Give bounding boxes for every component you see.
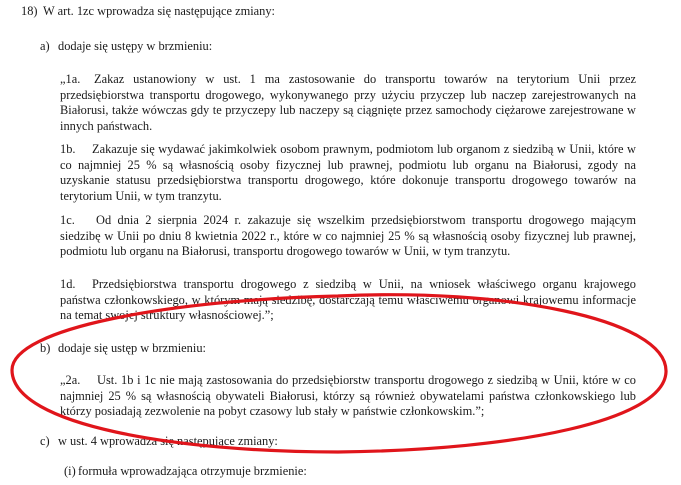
paragraph-1b-text: Zakazuje się wydawać jakimkolwiek osobom prawnym, podmiotom lub organom z siedzibą w Unii, które w co najmniej 25 % są własnością osoby fizycznej lub prawnej, podmiotu lub organu na Białorusi, zgody na uzyskanie statusu przedsiębiorstwa transportu drogowego, które dokonuje transportu drogowego towarów na terytorium Unii, w tym tranzytu.	[60, 142, 636, 203]
paragraph-1c-text: Od dnia 2 sierpnia 2024 r. zakazuje się wszelkim przedsiębiorstwom transportu drogowego mającym siedzibę w Unii po dniu 8 kwietnia 2022 r., które w co najmniej 25 % są własnością osoby fizycznej lub prawnej, podmiotu lub organu na Białorusi, transportu drogowego towarów w Unii, w tym tranzytu.	[60, 213, 636, 258]
paragraph-1c-label: 1c.	[60, 213, 75, 227]
paragraph-1b	[60, 142, 636, 204]
paragraph-1d	[60, 277, 636, 324]
point-c	[40, 434, 278, 450]
point-a	[40, 39, 212, 55]
paragraph-1d-label: 1d.	[60, 277, 76, 291]
paragraph-1d-text: Przedsiębiorstwa transportu drogowego z siedzibą w Unii, na wniosek właściwego organu krajowego państwa członkowskiego, w którym mają siedzibę, dostarczają temu właściwemu organowi krajowemu informacje na temat swojej struktury własnościowej.”;	[60, 277, 636, 322]
item-18	[21, 4, 275, 20]
point-a-intro: dodaje się ustępy w brzmieniu:	[58, 39, 213, 53]
point-c-i-text: formuła wprowadzająca otrzymuje brzmienie:	[78, 464, 307, 478]
paragraph-1a-label: „1a.	[60, 72, 81, 86]
paragraph-1b-label: 1b.	[60, 142, 76, 156]
paragraph-2a-label: „2a.	[60, 373, 81, 387]
point-b-intro: dodaje się ustęp w brzmieniu:	[58, 341, 206, 355]
point-c-i-label: (i)	[64, 464, 76, 478]
point-b	[40, 341, 206, 357]
point-c-label: c)	[40, 434, 50, 448]
paragraph-2a	[60, 373, 636, 420]
paragraph-1a	[60, 72, 636, 134]
paragraph-1c	[60, 213, 636, 260]
point-c-i	[64, 464, 307, 480]
item-18-number: 18)	[21, 4, 38, 18]
paragraph-1a-text: Zakaz ustanowiony w ust. 1 ma zastosowanie do transportu towarów na terytorium Unii przez przedsiębiorstwa transportu drogowego, wykonywanego przy użyciu przyczep lub naczep zarejestrowanych na Białorusi, także wówczas gdy te przyczepy lub naczepy są ciągnięte przez samochody ciężarowe zarejestrowane w innych państwach.	[60, 72, 636, 133]
point-c-intro: w ust. 4 wprowadza się następujące zmiany:	[58, 434, 278, 448]
point-b-label: b)	[40, 341, 51, 355]
paragraph-2a-text: Ust. 1b i 1c nie mają zastosowania do przedsiębiorstw transportu drogowego z siedzibą w Unii, które w co najmniej 25 % są własnością obywateli Białorusi, którzy są również obywatelami państwa członkowskiego lub którzy posiadają zezwolenie na pobyt czasowy lub stały w państwie członkowskim.”;	[60, 373, 636, 418]
point-a-label: a)	[40, 39, 50, 53]
item-18-intro: W art. 1zc wprowadza się następujące zmiany:	[43, 4, 275, 18]
